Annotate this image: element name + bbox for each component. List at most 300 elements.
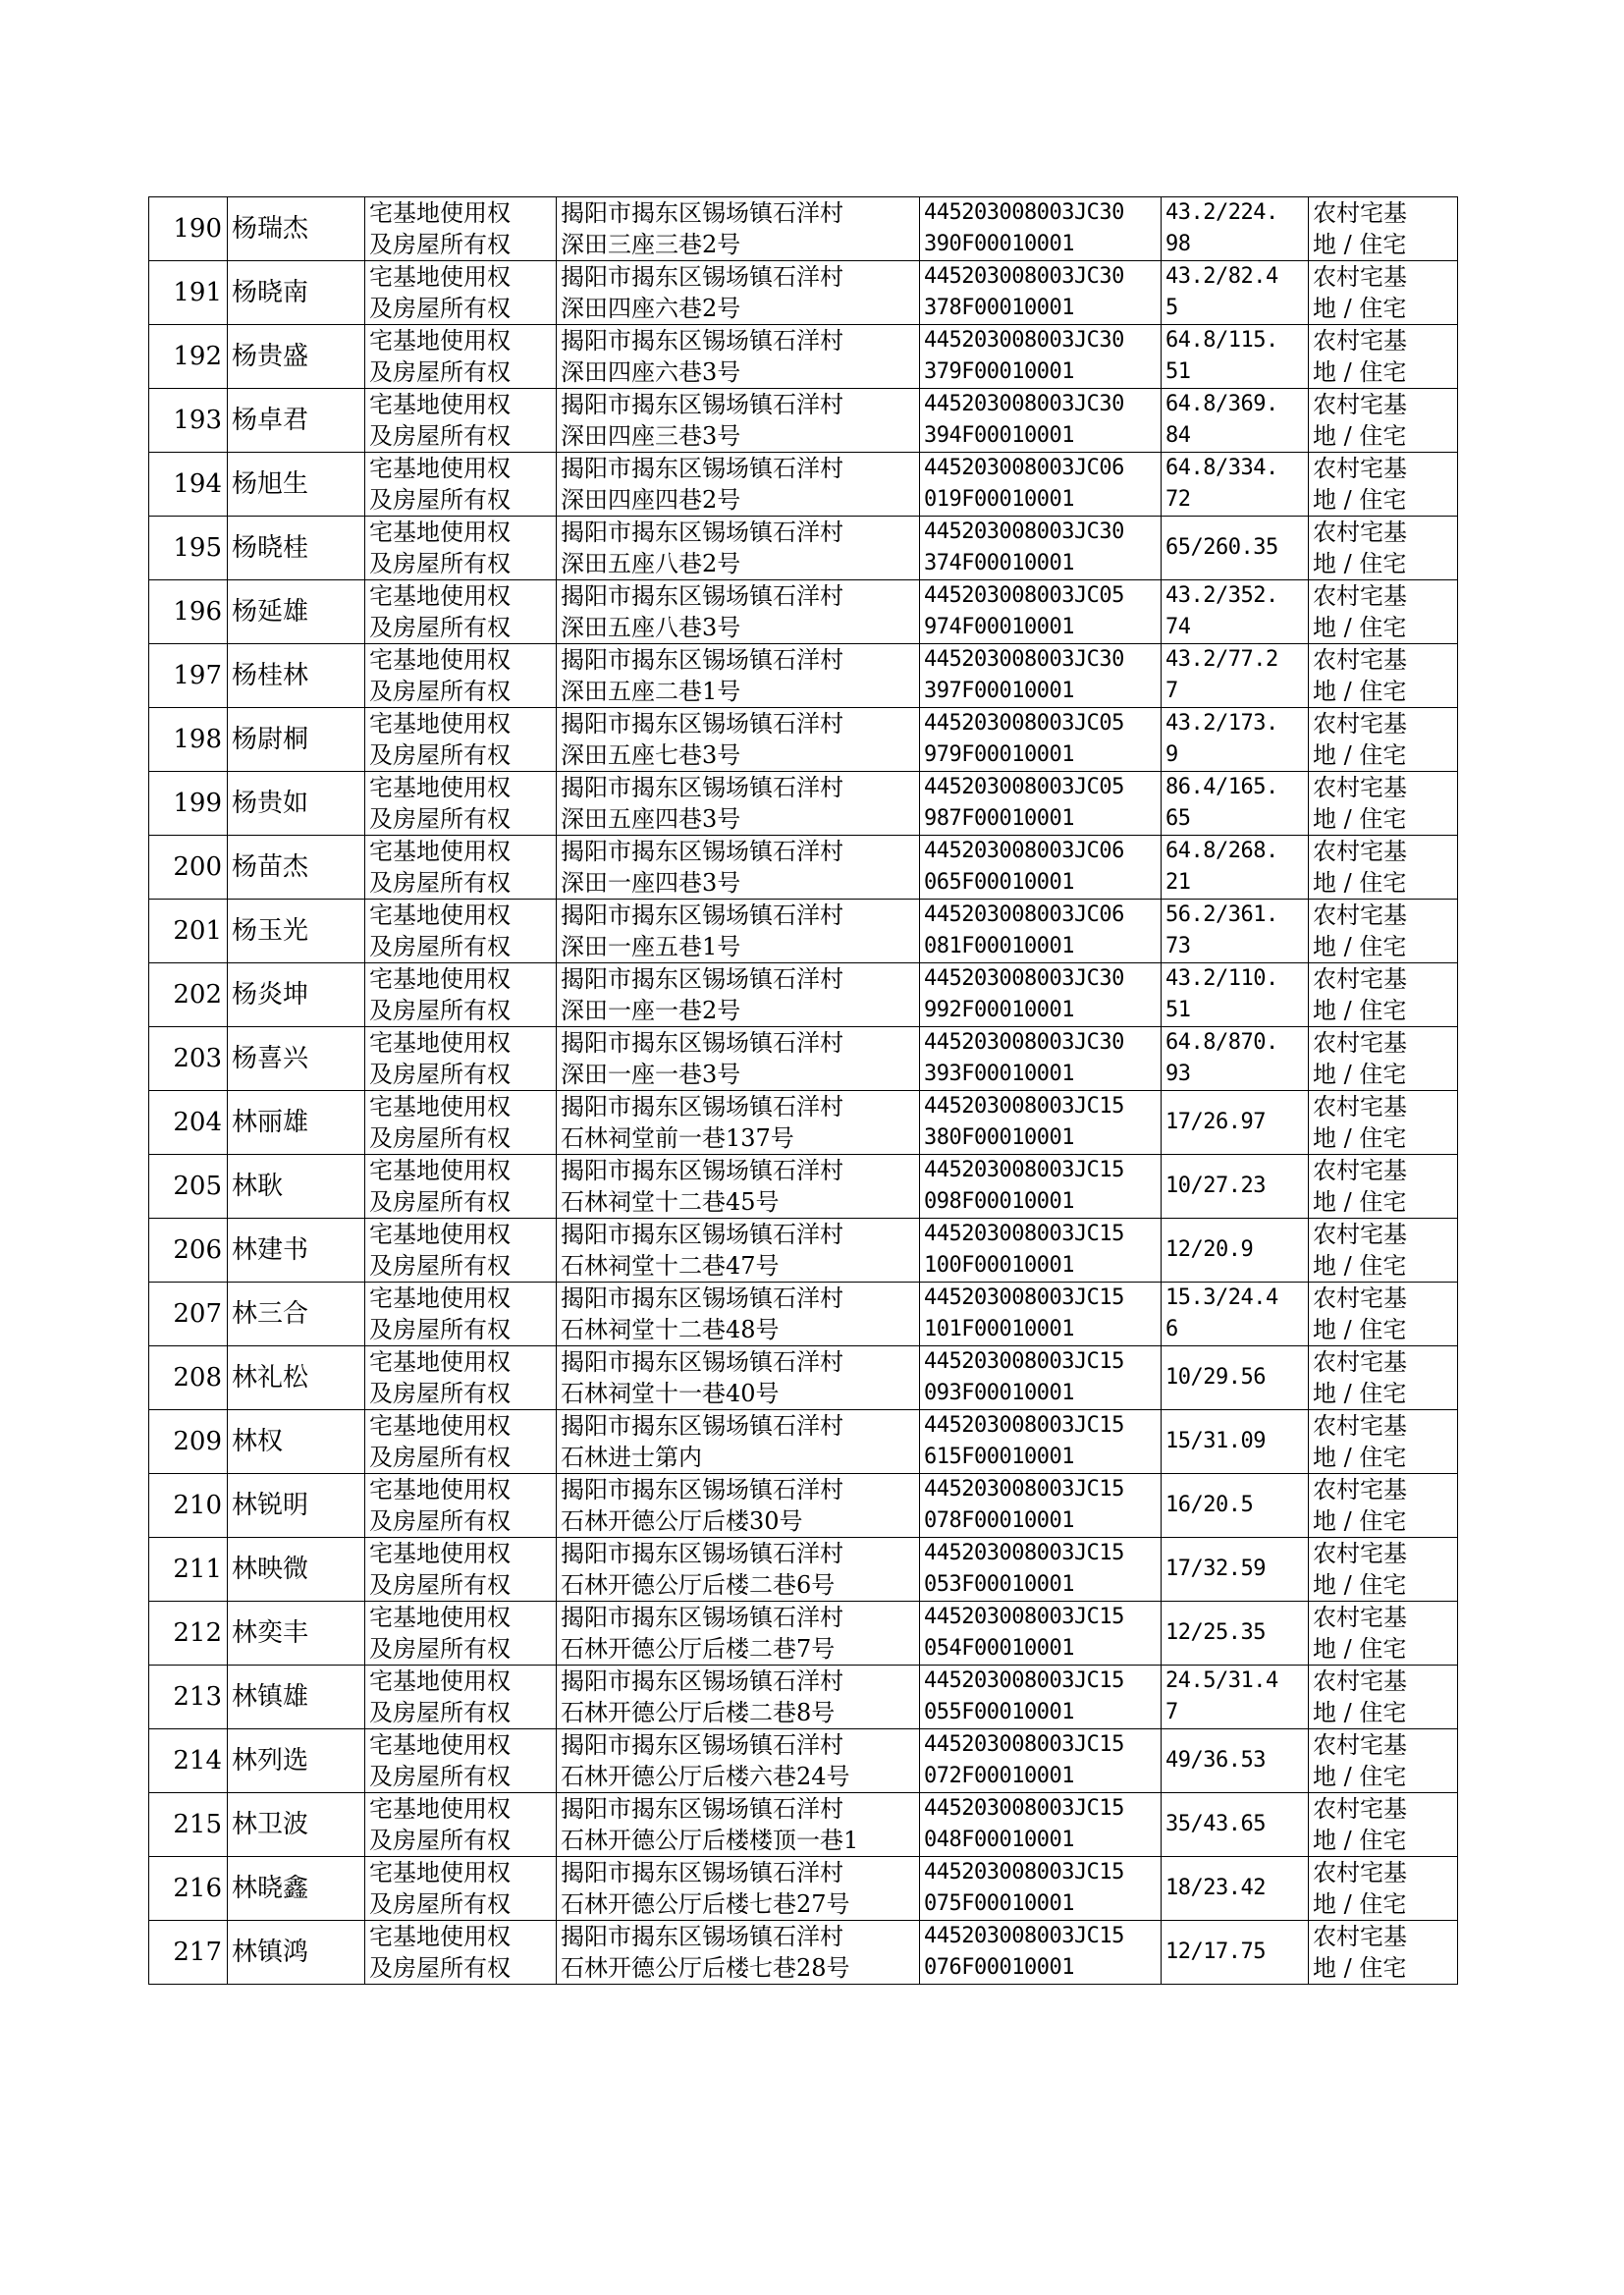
right-type-cell-line: 宅基地使用权 <box>369 1093 511 1120</box>
area-cell-line: 65/260.35 <box>1165 535 1278 560</box>
unit-code-cell-line: 081F00010001 <box>924 934 1074 958</box>
table-row <box>149 1219 1458 1283</box>
right-type-cell-line: 宅基地使用权 <box>369 391 511 418</box>
unit-code-cell <box>920 389 1162 453</box>
area-cell-line: 12/20.9 <box>1165 1237 1254 1262</box>
unit-code-cell <box>920 1857 1162 1921</box>
right-type-cell-line: 及房屋所有权 <box>369 1380 511 1407</box>
right-type-cell-line: 及房屋所有权 <box>369 1890 511 1918</box>
right-type-cell <box>365 644 557 708</box>
unit-code-cell <box>920 836 1162 900</box>
right-type-cell-line: 及房屋所有权 <box>369 231 511 258</box>
table-row <box>149 1027 1458 1091</box>
location-cell-line: 揭阳市揭东区锡场镇石洋村 <box>561 391 843 418</box>
unit-code-cell-line: 445203008003JC30 <box>924 1030 1124 1055</box>
table-row <box>149 261 1458 325</box>
holder-name: 林丽雄 <box>228 1091 365 1155</box>
location-cell-line: 深田四座六巷3号 <box>561 358 741 386</box>
location-cell-line: 揭阳市揭东区锡场镇石洋村 <box>561 327 843 355</box>
row-number: 201 <box>149 900 228 963</box>
area-cell-line: 7 <box>1165 1700 1178 1724</box>
land-use-cell-line: 农村宅基 <box>1313 1923 1407 1950</box>
land-use-cell <box>1309 580 1458 644</box>
land-use-cell-line: 地 / 住宅 <box>1313 422 1407 450</box>
unit-code-cell <box>920 963 1162 1027</box>
area-cell-line: 35/43.65 <box>1165 1812 1266 1836</box>
right-type-cell <box>365 1729 557 1793</box>
row-number: 205 <box>149 1155 228 1219</box>
unit-code-cell <box>920 1091 1162 1155</box>
right-type-cell-line: 及房屋所有权 <box>369 1252 511 1280</box>
right-type-cell-line: 及房屋所有权 <box>369 741 511 769</box>
land-use-cell <box>1309 1346 1458 1410</box>
land-use-cell-line: 农村宅基 <box>1313 1412 1407 1440</box>
land-use-cell <box>1309 325 1458 389</box>
area-cell <box>1162 1538 1309 1602</box>
right-type-cell <box>365 1283 557 1346</box>
area-cell-line: 10/29.56 <box>1165 1365 1266 1390</box>
land-use-cell-line: 地 / 住宅 <box>1313 1188 1407 1216</box>
unit-code-cell-line: 445203008003JC15 <box>924 1349 1124 1374</box>
right-type-cell-line: 宅基地使用权 <box>369 1348 511 1376</box>
area-cell-line: 17/32.59 <box>1165 1557 1266 1581</box>
right-type-cell <box>365 772 557 836</box>
location-cell <box>557 1091 920 1155</box>
location-cell <box>557 453 920 517</box>
area-cell-line: 49/36.53 <box>1165 1748 1266 1773</box>
location-cell-line: 深田四座四巷2号 <box>561 486 741 514</box>
area-cell <box>1162 900 1309 963</box>
area-cell-line: 43.2/173. <box>1165 711 1278 736</box>
location-cell-line: 揭阳市揭东区锡场镇石洋村 <box>561 965 843 993</box>
area-cell <box>1162 1857 1309 1921</box>
right-type-cell <box>365 1921 557 1985</box>
area-cell-line: 24.5/31.4 <box>1165 1668 1278 1693</box>
land-use-cell <box>1309 1027 1458 1091</box>
holder-name: 杨贵盛 <box>228 325 365 389</box>
holder-name: 杨晓桂 <box>228 517 365 580</box>
location-cell-line: 揭阳市揭东区锡场镇石洋村 <box>561 263 843 291</box>
land-use-cell-line: 地 / 住宅 <box>1313 1635 1407 1663</box>
area-cell-line: 21 <box>1165 870 1191 895</box>
unit-code-cell-line: 078F00010001 <box>924 1508 1074 1533</box>
unit-code-cell-line: 075F00010001 <box>924 1891 1074 1916</box>
right-type-cell-line: 及房屋所有权 <box>369 358 511 386</box>
land-use-cell-line: 农村宅基 <box>1313 1093 1407 1120</box>
area-cell-line: 93 <box>1165 1062 1191 1086</box>
row-number: 217 <box>149 1921 228 1985</box>
land-use-cell <box>1309 1729 1458 1793</box>
land-use-cell-line: 地 / 住宅 <box>1313 1252 1407 1280</box>
land-use-cell <box>1309 1283 1458 1346</box>
land-use-cell <box>1309 708 1458 772</box>
location-cell-line: 深田五座八巷3号 <box>561 614 741 641</box>
area-cell <box>1162 389 1309 453</box>
row-number: 192 <box>149 325 228 389</box>
right-type-cell <box>365 1410 557 1474</box>
land-use-cell <box>1309 644 1458 708</box>
location-cell-line: 石林开德公厅后楼二巷8号 <box>561 1699 836 1726</box>
land-use-cell-line: 农村宅基 <box>1313 391 1407 418</box>
land-use-cell-line: 地 / 住宅 <box>1313 1954 1407 1982</box>
unit-code-cell-line: 445203008003JC30 <box>924 264 1124 289</box>
row-number: 193 <box>149 389 228 453</box>
right-type-cell-line: 及房屋所有权 <box>369 1507 511 1535</box>
holder-name: 林三合 <box>228 1283 365 1346</box>
location-cell-line: 揭阳市揭东区锡场镇石洋村 <box>561 902 843 929</box>
right-type-cell <box>365 453 557 517</box>
unit-code-cell-line: 979F00010001 <box>924 742 1074 767</box>
right-type-cell-line: 及房屋所有权 <box>369 805 511 833</box>
row-number: 200 <box>149 836 228 900</box>
table-row <box>149 1921 1458 1985</box>
location-cell <box>557 1410 920 1474</box>
area-cell-line: 65 <box>1165 806 1191 831</box>
area-cell <box>1162 1602 1309 1666</box>
land-use-cell-line: 地 / 住宅 <box>1313 997 1407 1024</box>
land-use-cell <box>1309 517 1458 580</box>
holder-name: 林耿 <box>228 1155 365 1219</box>
area-cell-line: 43.2/224. <box>1165 200 1278 225</box>
unit-code-cell-line: 093F00010001 <box>924 1381 1074 1405</box>
table-row <box>149 453 1458 517</box>
unit-code-cell-line: 974F00010001 <box>924 615 1074 639</box>
table-row <box>149 836 1458 900</box>
unit-code-cell <box>920 708 1162 772</box>
right-type-cell-line: 宅基地使用权 <box>369 1731 511 1759</box>
row-number: 191 <box>149 261 228 325</box>
right-type-cell-line: 宅基地使用权 <box>369 1412 511 1440</box>
right-type-cell <box>365 1474 557 1538</box>
right-type-cell-line: 及房屋所有权 <box>369 1444 511 1471</box>
area-cell-line: 72 <box>1165 487 1191 512</box>
location-cell-line: 揭阳市揭东区锡场镇石洋村 <box>561 519 843 546</box>
row-number: 197 <box>149 644 228 708</box>
table-row <box>149 389 1458 453</box>
area-cell-line: 64.8/369. <box>1165 392 1278 416</box>
unit-code-cell-line: 445203008003JC15 <box>924 1796 1124 1821</box>
location-cell-line: 揭阳市揭东区锡场镇石洋村 <box>561 774 843 801</box>
right-type-cell-line: 宅基地使用权 <box>369 902 511 929</box>
area-cell-line: 84 <box>1165 423 1191 448</box>
unit-code-cell-line: 048F00010001 <box>924 1828 1074 1852</box>
right-type-cell-line: 宅基地使用权 <box>369 582 511 610</box>
row-number: 204 <box>149 1091 228 1155</box>
area-cell <box>1162 963 1309 1027</box>
location-cell-line: 揭阳市揭东区锡场镇石洋村 <box>561 1859 843 1886</box>
land-use-cell-line: 农村宅基 <box>1313 1029 1407 1057</box>
unit-code-cell <box>920 517 1162 580</box>
holder-name: 杨卓君 <box>228 389 365 453</box>
land-use-cell-line: 地 / 住宅 <box>1313 550 1407 577</box>
table-row <box>149 1666 1458 1729</box>
land-use-cell-line: 地 / 住宅 <box>1313 1507 1407 1535</box>
area-cell <box>1162 1155 1309 1219</box>
table-row <box>149 325 1458 389</box>
location-cell-line: 揭阳市揭东区锡场镇石洋村 <box>561 582 843 610</box>
location-cell-line: 石林祠堂十二巷45号 <box>561 1188 780 1216</box>
row-number: 216 <box>149 1857 228 1921</box>
location-cell <box>557 963 920 1027</box>
right-type-cell <box>365 1602 557 1666</box>
land-use-cell <box>1309 197 1458 261</box>
right-type-cell-line: 宅基地使用权 <box>369 1859 511 1886</box>
right-type-cell-line: 及房屋所有权 <box>369 1954 511 1982</box>
location-cell <box>557 1857 920 1921</box>
right-type-cell-line: 宅基地使用权 <box>369 1540 511 1567</box>
land-use-cell-line: 地 / 住宅 <box>1313 295 1407 322</box>
location-cell-line: 揭阳市揭东区锡场镇石洋村 <box>561 1284 843 1312</box>
location-cell-line: 深田一座四巷3号 <box>561 869 741 897</box>
location-cell-line: 石林开德公厅后楼30号 <box>561 1507 803 1535</box>
holder-name: 林奕丰 <box>228 1602 365 1666</box>
unit-code-cell <box>920 580 1162 644</box>
table-row <box>149 772 1458 836</box>
land-use-cell <box>1309 1091 1458 1155</box>
unit-code-cell-line: 445203008003JC30 <box>924 328 1124 353</box>
table-row <box>149 197 1458 261</box>
unit-code-cell <box>920 1346 1162 1410</box>
land-use-cell <box>1309 1538 1458 1602</box>
unit-code-cell-line: 445203008003JC05 <box>924 583 1124 608</box>
unit-code-cell <box>920 1921 1162 1985</box>
right-type-cell-line: 宅基地使用权 <box>369 1795 511 1823</box>
land-use-cell <box>1309 1155 1458 1219</box>
land-use-cell-line: 农村宅基 <box>1313 199 1407 227</box>
table-row <box>149 1346 1458 1410</box>
land-use-cell-line: 农村宅基 <box>1313 965 1407 993</box>
location-cell-line: 深田三座三巷2号 <box>561 231 741 258</box>
row-number: 194 <box>149 453 228 517</box>
row-number: 190 <box>149 197 228 261</box>
holder-name: 林锐明 <box>228 1474 365 1538</box>
area-cell <box>1162 1091 1309 1155</box>
holder-name: 林卫波 <box>228 1793 365 1857</box>
right-type-cell-line: 宅基地使用权 <box>369 1604 511 1631</box>
location-cell-line: 揭阳市揭东区锡场镇石洋村 <box>561 1348 843 1376</box>
unit-code-cell-line: 445203008003JC15 <box>924 1541 1124 1565</box>
right-type-cell <box>365 708 557 772</box>
land-use-cell <box>1309 1602 1458 1666</box>
area-cell <box>1162 644 1309 708</box>
table-row <box>149 963 1458 1027</box>
right-type-cell <box>365 389 557 453</box>
location-cell <box>557 900 920 963</box>
table-row <box>149 708 1458 772</box>
right-type-cell <box>365 1027 557 1091</box>
right-type-cell-line: 宅基地使用权 <box>369 774 511 801</box>
location-cell <box>557 197 920 261</box>
location-cell <box>557 580 920 644</box>
holder-name: 林列选 <box>228 1729 365 1793</box>
location-cell-line: 揭阳市揭东区锡场镇石洋村 <box>561 1604 843 1631</box>
unit-code-cell-line: 987F00010001 <box>924 806 1074 831</box>
land-use-cell-line: 农村宅基 <box>1313 838 1407 865</box>
area-cell-line: 64.8/115. <box>1165 328 1278 353</box>
unit-code-cell-line: 445203008003JC15 <box>924 1413 1124 1438</box>
land-use-cell-line: 地 / 住宅 <box>1313 1061 1407 1088</box>
location-cell <box>557 1729 920 1793</box>
right-type-cell-line: 宅基地使用权 <box>369 1923 511 1950</box>
location-cell-line: 揭阳市揭东区锡场镇石洋村 <box>561 1221 843 1248</box>
row-number: 198 <box>149 708 228 772</box>
right-type-cell-line: 宅基地使用权 <box>369 1029 511 1057</box>
unit-code-cell-line: 072F00010001 <box>924 1764 1074 1788</box>
land-use-cell-line: 农村宅基 <box>1313 1731 1407 1759</box>
area-cell <box>1162 325 1309 389</box>
row-number: 208 <box>149 1346 228 1410</box>
right-type-cell <box>365 1346 557 1410</box>
holder-name: 杨喜兴 <box>228 1027 365 1091</box>
right-type-cell <box>365 1155 557 1219</box>
area-cell-line: 86.4/165. <box>1165 775 1278 799</box>
area-cell <box>1162 261 1309 325</box>
right-type-cell-line: 宅基地使用权 <box>369 646 511 674</box>
right-type-cell <box>365 580 557 644</box>
location-cell <box>557 1793 920 1857</box>
unit-code-cell <box>920 644 1162 708</box>
land-use-cell-line: 地 / 住宅 <box>1313 741 1407 769</box>
unit-code-cell-line: 393F00010001 <box>924 1062 1074 1086</box>
row-number: 212 <box>149 1602 228 1666</box>
table-row <box>149 1091 1458 1155</box>
land-use-cell-line: 农村宅基 <box>1313 1284 1407 1312</box>
land-use-cell-line: 农村宅基 <box>1313 646 1407 674</box>
land-use-cell-line: 地 / 住宅 <box>1313 1890 1407 1918</box>
area-cell <box>1162 1474 1309 1538</box>
location-cell <box>557 1346 920 1410</box>
area-cell <box>1162 772 1309 836</box>
area-cell <box>1162 453 1309 517</box>
right-type-cell-line: 及房屋所有权 <box>369 997 511 1024</box>
location-cell-line: 揭阳市揭东区锡场镇石洋村 <box>561 1795 843 1823</box>
location-cell-line: 揭阳市揭东区锡场镇石洋村 <box>561 838 843 865</box>
right-type-cell-line: 及房屋所有权 <box>369 1571 511 1599</box>
area-cell-line: 51 <box>1165 998 1191 1022</box>
area-cell-line: 12/25.35 <box>1165 1620 1266 1645</box>
row-number: 213 <box>149 1666 228 1729</box>
table-row <box>149 644 1458 708</box>
unit-code-cell-line: 054F00010001 <box>924 1636 1074 1661</box>
land-use-cell-line: 农村宅基 <box>1313 519 1407 546</box>
table-row <box>149 1538 1458 1602</box>
right-type-cell-line: 宅基地使用权 <box>369 327 511 355</box>
right-type-cell-line: 宅基地使用权 <box>369 199 511 227</box>
location-cell <box>557 1474 920 1538</box>
right-type-cell <box>365 1091 557 1155</box>
land-use-cell-line: 地 / 住宅 <box>1313 869 1407 897</box>
unit-code-cell-line: 615F00010001 <box>924 1445 1074 1469</box>
right-type-cell <box>365 1219 557 1283</box>
holder-name: 杨延雄 <box>228 580 365 644</box>
location-cell-line: 石林开德公厅后楼楼顶一巷1 <box>561 1827 859 1854</box>
unit-code-cell-line: 378F00010001 <box>924 296 1074 320</box>
unit-code-cell-line: 445203008003JC15 <box>924 1222 1124 1246</box>
land-use-cell-line: 农村宅基 <box>1313 1476 1407 1503</box>
right-type-cell-line: 及房屋所有权 <box>369 1763 511 1790</box>
holder-name: 杨晓南 <box>228 261 365 325</box>
unit-code-cell-line: 055F00010001 <box>924 1700 1074 1724</box>
table-row <box>149 517 1458 580</box>
area-cell <box>1162 197 1309 261</box>
location-cell-line: 揭阳市揭东区锡场镇石洋村 <box>561 1667 843 1695</box>
right-type-cell <box>365 1857 557 1921</box>
holder-name: 杨贵如 <box>228 772 365 836</box>
unit-code-cell-line: 445203008003JC30 <box>924 647 1124 672</box>
unit-code-cell <box>920 453 1162 517</box>
right-type-cell <box>365 261 557 325</box>
location-cell-line: 深田五座七巷3号 <box>561 741 741 769</box>
location-cell-line: 揭阳市揭东区锡场镇石洋村 <box>561 710 843 738</box>
land-use-cell-line: 农村宅基 <box>1313 1604 1407 1631</box>
area-cell <box>1162 1410 1309 1474</box>
area-cell-line: 15/31.09 <box>1165 1429 1266 1453</box>
right-type-cell <box>365 1666 557 1729</box>
table-row <box>149 580 1458 644</box>
row-number: 196 <box>149 580 228 644</box>
land-use-cell-line: 地 / 住宅 <box>1313 678 1407 705</box>
unit-code-cell-line: 445203008003JC15 <box>924 1285 1124 1310</box>
land-use-cell-line: 农村宅基 <box>1313 582 1407 610</box>
unit-code-cell-line: 445203008003JC15 <box>924 1605 1124 1629</box>
row-number: 214 <box>149 1729 228 1793</box>
right-type-cell-line: 宅基地使用权 <box>369 1667 511 1695</box>
land-use-cell-line: 农村宅基 <box>1313 774 1407 801</box>
land-use-cell-line: 农村宅基 <box>1313 710 1407 738</box>
location-cell-line: 深田一座一巷3号 <box>561 1061 741 1088</box>
land-use-cell-line: 农村宅基 <box>1313 263 1407 291</box>
area-cell-line: 73 <box>1165 934 1191 958</box>
location-cell-line: 揭阳市揭东区锡场镇石洋村 <box>561 1923 843 1950</box>
land-use-cell <box>1309 772 1458 836</box>
holder-name: 杨尉桐 <box>228 708 365 772</box>
location-cell <box>557 1283 920 1346</box>
location-cell-line: 深田四座六巷2号 <box>561 295 741 322</box>
right-type-cell-line: 及房屋所有权 <box>369 550 511 577</box>
location-cell <box>557 325 920 389</box>
land-use-cell-line: 地 / 住宅 <box>1313 1444 1407 1471</box>
location-cell <box>557 708 920 772</box>
holder-name: 林镇鸿 <box>228 1921 365 1985</box>
land-use-cell-line: 地 / 住宅 <box>1313 1571 1407 1599</box>
area-cell-line: 43.2/110. <box>1165 966 1278 991</box>
right-type-cell <box>365 197 557 261</box>
right-type-cell-line: 及房屋所有权 <box>369 1188 511 1216</box>
area-cell-line: 64.8/870. <box>1165 1030 1278 1055</box>
area-cell-line: 7 <box>1165 679 1178 703</box>
land-use-cell <box>1309 1474 1458 1538</box>
unit-code-cell-line: 445203008003JC05 <box>924 775 1124 799</box>
unit-code-cell-line: 445203008003JC30 <box>924 519 1124 544</box>
land-use-cell <box>1309 1219 1458 1283</box>
right-type-cell-line: 宅基地使用权 <box>369 263 511 291</box>
location-cell <box>557 772 920 836</box>
land-use-cell <box>1309 1410 1458 1474</box>
area-cell <box>1162 517 1309 580</box>
right-type-cell-line: 宅基地使用权 <box>369 455 511 482</box>
unit-code-cell-line: 053F00010001 <box>924 1572 1074 1597</box>
unit-code-cell-line: 445203008003JC30 <box>924 392 1124 416</box>
land-use-cell-line: 农村宅基 <box>1313 1859 1407 1886</box>
land-use-cell-line: 地 / 住宅 <box>1313 1380 1407 1407</box>
right-type-cell-line: 及房屋所有权 <box>369 1124 511 1152</box>
land-use-cell-line: 地 / 住宅 <box>1313 933 1407 960</box>
area-cell-line: 64.8/268. <box>1165 839 1278 863</box>
area-cell-line: 51 <box>1165 359 1191 384</box>
table-row <box>149 1793 1458 1857</box>
right-type-cell-line: 宅基地使用权 <box>369 838 511 865</box>
unit-code-cell-line: 098F00010001 <box>924 1189 1074 1214</box>
